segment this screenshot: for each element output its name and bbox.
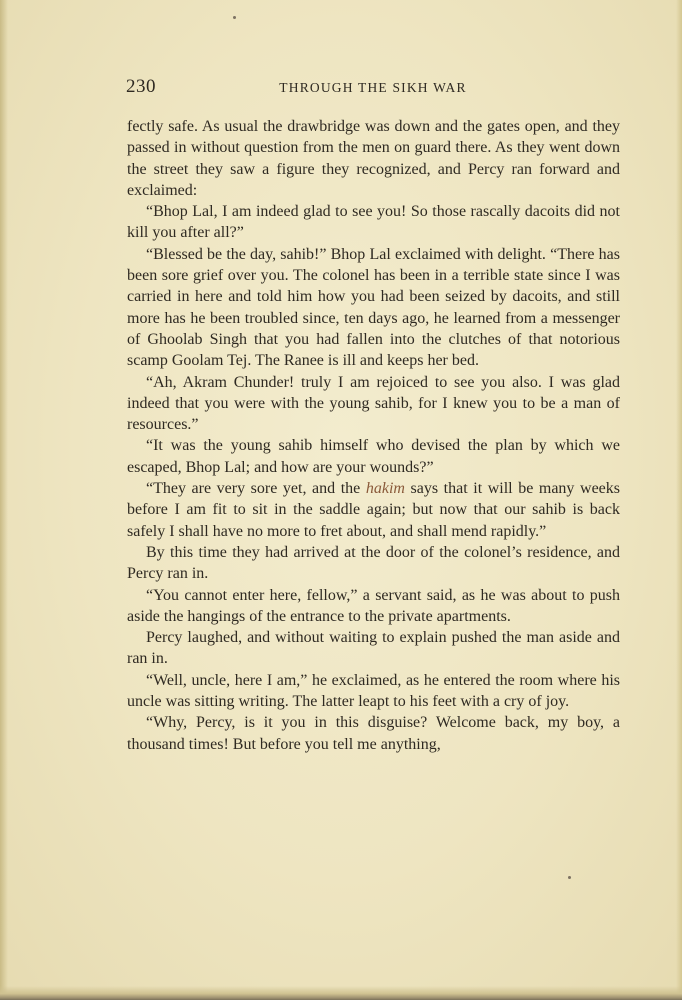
margin-speck [233, 16, 236, 19]
page-number: 230 [126, 76, 156, 97]
text-run: “They are very sore yet, and the [146, 480, 366, 498]
text-run: fectly safe. As usual the drawbridge was down and the gates open, and they passed in without question from the men on guard there. As they went down the street they saw a figure they recognized, and Percy ran forward and exclaimed: [127, 118, 620, 199]
paragraph [127, 627, 620, 670]
text-run: says that it will be many weeks before I am fit to sit in the saddle again; but now that our sahib is back safely I shall have no more to fret about, and shall mend rapidly.” [127, 480, 620, 540]
text-run: By this time they had arrived at the door of the colonel’s residence, and Percy ran in. [127, 543, 620, 583]
running-head [126, 74, 620, 102]
paragraph [127, 478, 620, 542]
running-title: THROUGH THE SIKH WAR [279, 80, 467, 95]
paragraph [127, 244, 620, 372]
paragraph [127, 201, 620, 244]
page-edge-left [0, 0, 8, 1000]
paragraph [127, 116, 620, 201]
italic-word: hakim [365, 480, 405, 498]
page-bottom-edge [0, 986, 682, 1000]
text-run: “Ah, Akram Chunder! truly I am rejoiced to see you also. I was glad indeed that you were with the young sahib, for I knew you to be a man of resources.” [127, 373, 620, 434]
paragraph [127, 542, 620, 585]
paragraph [127, 372, 620, 436]
text-run: “Why, Percy, is it you in this disguise? Welcome back, my boy, a thousand times! But before you tell me anything, [127, 714, 620, 753]
text-run: “Well, uncle, here I am,” he exclaimed, as he entered the room where his uncle was sitting writing. The latter leapt to his feet with a cry of joy. [127, 671, 620, 711]
text-run: Percy laughed, and without waiting to explain pushed the man aside and ran in. [127, 629, 620, 668]
text-run: “You cannot enter here, fellow,” a servant said, as he was about to push aside the hangings of the entrance to the private apartments. [127, 586, 620, 625]
text-run: “Bhop Lal, I am indeed glad to see you! So those rascally dacoits did not kill you after all?” [127, 203, 620, 242]
paragraph [127, 712, 620, 755]
body-text [127, 116, 620, 755]
text-run: “Blessed be the day, sahib!” Bhop Lal exclaimed with delight. “There has been sore grief over you. The colonel has been in a terrible state since I was carried in here and told him how you had been seized by dacoits, and still more has he been troubled since, ten days ago, he learned from a messenger of Ghoolab Singh that you had fallen into the clutches of that notorious scamp Goolam Tej. The Ranee is ill and keeps her bed. [127, 245, 620, 370]
margin-speck [568, 876, 571, 879]
page-edge-right [676, 0, 682, 1000]
paragraph [127, 670, 620, 713]
paragraph [127, 585, 620, 628]
text-run: “It was the young sahib himself who devised the plan by which we escaped, Bhop Lal; and how are your wounds?” [127, 437, 620, 476]
paragraph [127, 435, 620, 478]
